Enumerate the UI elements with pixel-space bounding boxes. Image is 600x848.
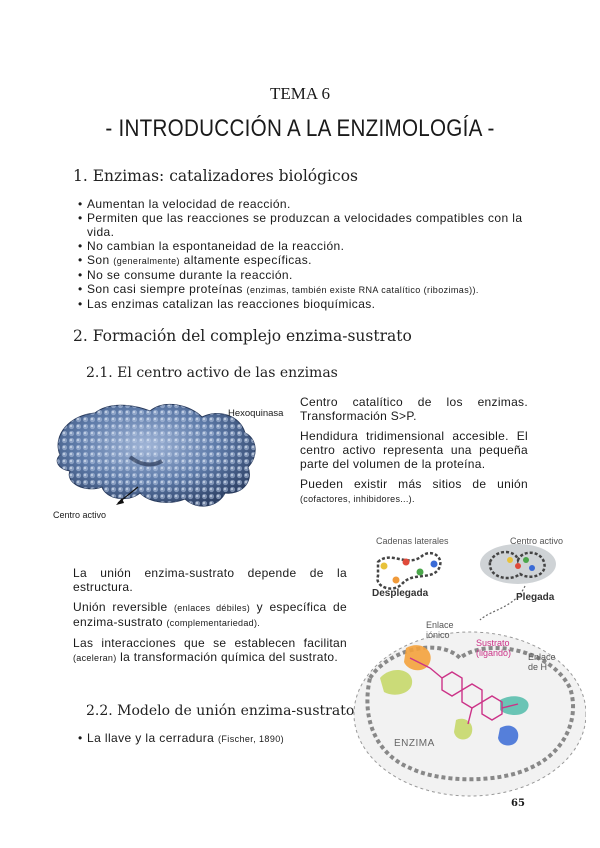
paragraph: La unión enzima-sustrato depende de la estructura. — [73, 566, 347, 594]
subsection-2-2-heading — [86, 703, 354, 719]
section-1-bullet-list — [78, 197, 530, 311]
label-centro-activo-2: Centro activo — [510, 536, 564, 546]
hexokinase-figure — [40, 395, 295, 530]
subsection-2-1-title: El centro activo de las enzimas — [117, 365, 338, 381]
model-bullet-list — [78, 731, 348, 746]
section-1-heading — [73, 167, 358, 185]
section-1-title: Enzimas: catalizadores biológicos — [92, 167, 358, 185]
chapter-label: TEMA 6 — [270, 84, 330, 103]
list-item: • Aumentan la velocidad de reacción. — [78, 197, 530, 211]
subsection-2-2-number: 2.2. — [86, 703, 113, 719]
subsection-2-2-title: Modelo de unión enzima-sustrato — [117, 703, 355, 719]
paragraph: Hendidura tridimensional accesible. El centro activo representa una pequeña parte del volumen de la proteína. — [300, 429, 528, 471]
section-2-number: 2. — [73, 327, 88, 345]
label-hexoquinasa: Hexoquinasa — [228, 408, 284, 419]
label-enlace-ionico: Enlace iónico — [426, 620, 454, 640]
section-2-heading — [73, 327, 412, 345]
list-item: • Las enzimas catalizan las reacciones bioquímicas. — [78, 297, 530, 311]
list-item: • No se consume durante la reacción. — [78, 268, 530, 282]
subsection-2-1-number: 2.1. — [86, 365, 113, 381]
residue-blob — [498, 726, 518, 746]
list-item: • Son casi siempre proteínas (enzimas, también existe RNA catalítico (ribozimas)). — [78, 282, 530, 297]
active-site-description — [300, 395, 528, 512]
section-2-title: Formación del complejo enzima-sustrato — [92, 327, 412, 345]
label-sustrato: Sustrato (ligando) — [476, 638, 512, 658]
paragraph: Pueden existir más sitios de unión (cofactores, inhibidores...). — [300, 477, 528, 504]
label-desplegada: Desplegada — [372, 588, 429, 599]
paragraph: Centro catalítico de los enzimas. Transformación S>P. — [300, 395, 528, 423]
enzyme-substrate-figure — [350, 528, 586, 800]
page-number: 65 — [511, 798, 525, 809]
list-item: • Son (generalmente) altamente específicas. — [78, 253, 530, 268]
list-item: • No cambian la espontaneidad de la reacción. — [78, 239, 530, 253]
label-cadenas-laterales: Cadenas laterales — [376, 536, 449, 546]
page-title: - INTRODUCCIÓN A LA ENZIMOLOGÍA - — [105, 115, 495, 142]
label-enzima: ENZIMA — [394, 738, 435, 749]
section-1-number: 1. — [73, 167, 88, 185]
paragraph: Las interacciones que se establecen facilitan (aceleran) la transformación química del sustrato. — [73, 636, 347, 664]
subsection-2-1-heading — [86, 365, 338, 381]
label-centro-activo: Centro activo — [53, 510, 107, 520]
paragraph: Unión reversible (enlaces débiles) y específica de enzima-sustrato (complementariedad). — [73, 600, 347, 629]
list-item: • La llave y la cerradura (Fischer, 1890) — [78, 731, 348, 746]
label-enlace-h: Enlace de H — [528, 652, 556, 672]
list-item: • Permiten que las reacciones se produzcan a velocidades compatibles con la vida. — [78, 211, 530, 239]
binding-description — [73, 566, 347, 671]
label-plegada: Plegada — [516, 592, 555, 603]
